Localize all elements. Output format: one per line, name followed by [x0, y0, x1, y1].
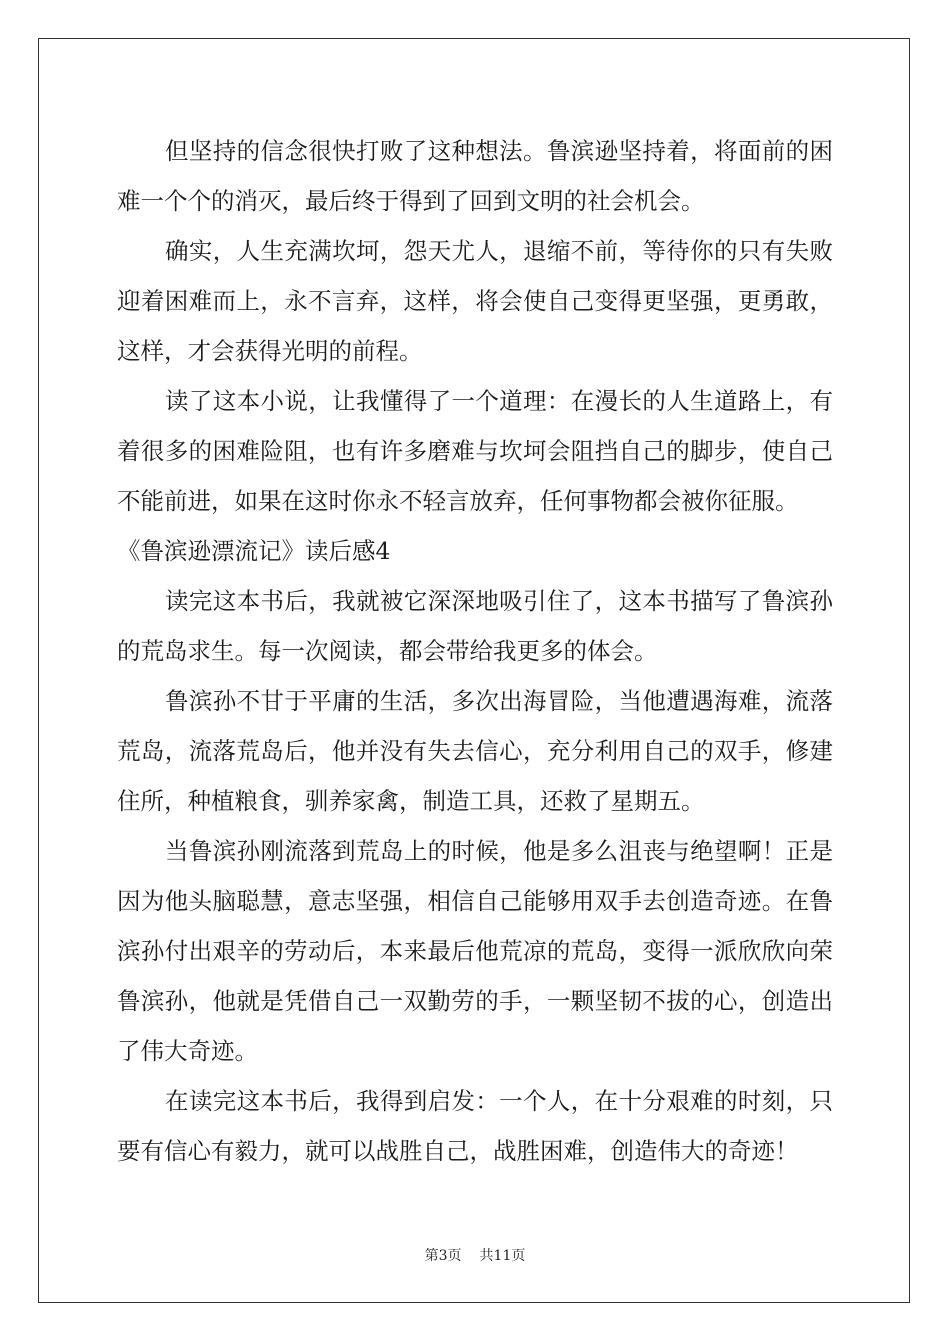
text-line: 在读完这本书后，我得到启发：一个人，在十分艰难的时刻，只	[165, 1087, 833, 1115]
text-line: 当鲁滨孙刚流落到荒岛上的时候，他是多么沮丧与绝望啊！正是	[165, 837, 833, 865]
text-line: 确实，人生充满坎坷，怨天尤人，退缩不前，等待你的只有失败	[165, 237, 833, 265]
text-line: 鲁滨孙，他就是凭借自己一双勤劳的手，一颗坚韧不拔的心，创造出	[117, 987, 833, 1015]
text-line: 要有信心有毅力，就可以战胜自己，战胜困难，创造伟大的奇迹！	[117, 1137, 799, 1165]
text-line: 的荒岛求生。每一次阅读，都会带给我更多的体会。	[117, 637, 658, 665]
document-body	[117, 126, 833, 1176]
text-line: 着很多的困难险阻，也有许多磨难与坎坷会阻挡自己的脚步，使自己	[117, 437, 833, 465]
current-page-label: 第3页	[424, 1248, 462, 1264]
text-line: 因为他头脑聪慧，意志坚强，相信自己能够用双手去创造奇迹。在鲁	[117, 887, 833, 915]
text-line: 不能前进，如果在这时你永不轻言放弃，任何事物都会被你征服。	[117, 487, 799, 515]
text-line: 这样，才会获得光明的前程。	[117, 337, 423, 365]
text-line: 荒岛，流落荒岛后，他并没有失去信心，充分利用自己的双手，修建	[117, 737, 833, 765]
text-line: 住所，种植粮食，驯养家禽，制造工具，还救了星期五。	[117, 787, 705, 815]
total-pages-label: 共11页	[479, 1248, 526, 1264]
page-footer	[0, 1245, 950, 1265]
text-line: 难一个个的消灭，最后终于得到了回到文明的社会机会。	[117, 187, 705, 215]
text-line: 迎着困难而上，永不言弃，这样，将会使自己变得更坚强，更勇敢，	[117, 287, 833, 315]
text-line: 鲁滨孙不甘于平庸的生活，多次出海冒险，当他遭遇海难，流落	[165, 687, 833, 715]
text-line: 读完这本书后，我就被它深深地吸引住了，这本书描写了鲁滨孙	[165, 587, 833, 615]
text-line: 但坚持的信念很快打败了这种想法。鲁滨逊坚持着，将面前的困	[165, 137, 833, 165]
section-heading: 《鲁滨逊漂流记》读后感4	[117, 537, 391, 565]
text-line: 了伟大奇迹。	[117, 1037, 258, 1065]
text-line: 滨孙付出艰辛的劳动后，本来最后他荒凉的荒岛，变得一派欣欣向荣	[117, 937, 833, 965]
text-line: 读了这本小说，让我懂得了一个道理：在漫长的人生道路上，有	[165, 387, 833, 415]
